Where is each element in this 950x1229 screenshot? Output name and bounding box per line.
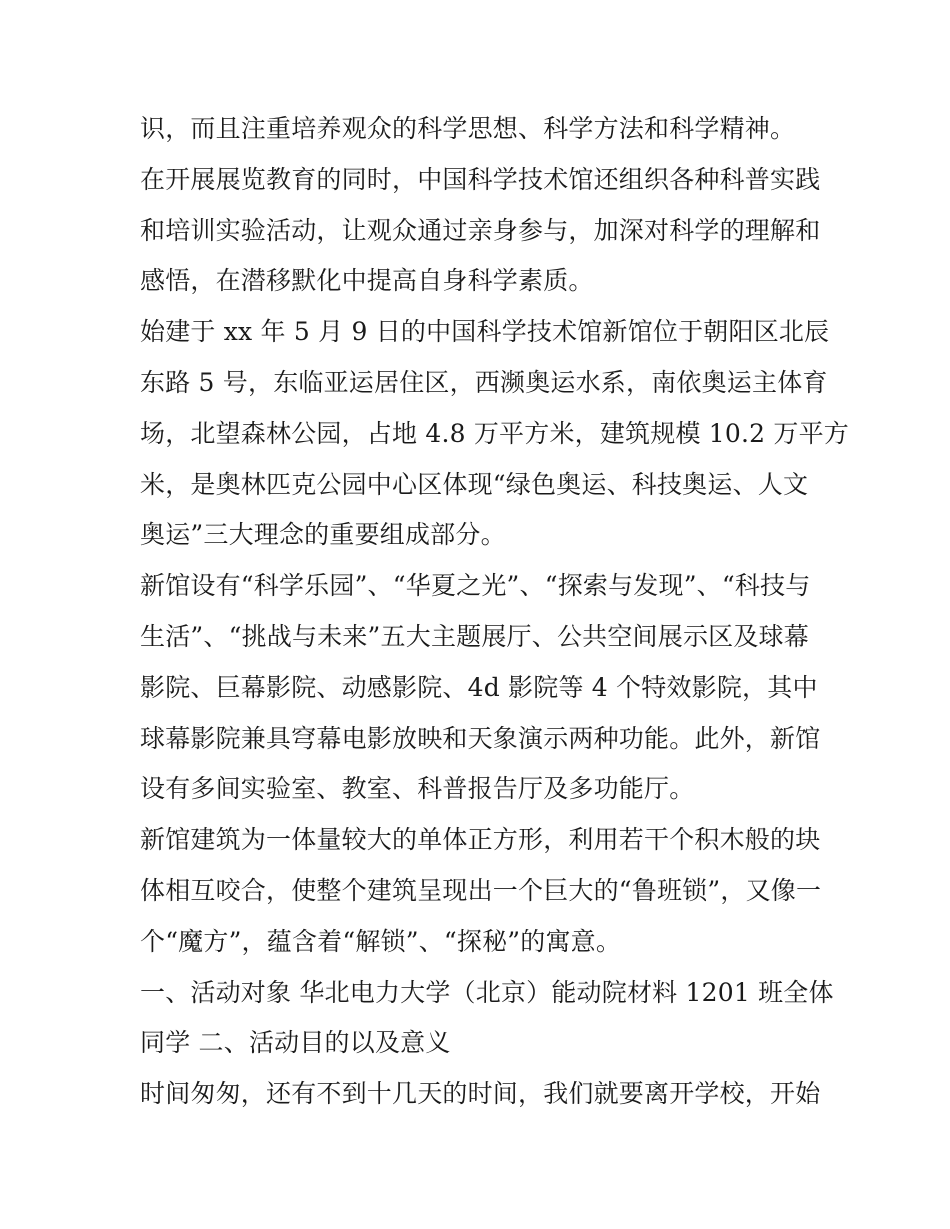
text-line: 在开展展览教育的同时，中国科学技术馆还组织各种科普实践	[140, 164, 821, 194]
text-line: 个“魔方”，蕴含着“解锁”、“探秘”的寓意。	[140, 926, 622, 956]
text-line: 感悟，在潜移默化中提高自身科学素质。	[140, 266, 594, 296]
text-line: 场，北望森林公园，占地 4.8 万平方米，建筑规模 10.2 万平方	[140, 418, 850, 448]
text-line: 一、活动对象 华北电力大学（北京）能动院材料 1201 班全体	[140, 977, 834, 1007]
text-line: 生活”、“挑战与未来”五大主题展厅、公共空间展示区及球幕	[140, 621, 809, 651]
text-line: 球幕影院兼具穹幕电影放映和天象演示两种功能。此外，新馆	[140, 723, 821, 753]
text-line: 体相互咬合，使整个建筑呈现出一个巨大的“鲁班锁”，又像一	[140, 875, 822, 905]
text-line: 时间匆匆，还有不到十几天的时间，我们就要离开学校，开始	[140, 1079, 821, 1109]
document-body	[140, 104, 850, 1120]
text-line: 米，是奥林匹克公园中心区体现“绿色奥运、科技奥运、人文	[140, 469, 809, 499]
text-line: 识，而且注重培养观众的科学思想、科学方法和科学精神。	[140, 114, 796, 143]
text-line: 影院、巨幕影院、动感影院、4d 影院等 4 个特效影院，其中	[140, 672, 818, 702]
text-line: 新馆设有“科学乐园”、“华夏之光”、“探索与发现”、“科技与	[140, 571, 811, 601]
text-line: 奥运”三大理念的重要组成部分。	[140, 520, 506, 550]
text-line: 新馆建筑为一体量较大的单体正方形，利用若干个积木般的块	[140, 825, 821, 855]
text-line: 设有多间实验室、教室、科普报告厅及多功能厅。	[140, 774, 695, 804]
text-line: 和培训实验活动，让观众通过亲身参与，加深对科学的理解和	[140, 215, 821, 245]
text-line: 始建于 xx 年 5 月 9 日的中国科学技术馆新馆位于朝阳区北辰	[140, 317, 830, 347]
text-line: 同学 二、活动目的以及意义	[140, 1028, 451, 1058]
text-line: 东路 5 号，东临亚运居住区，西濒奥运水系，南依奥运主体育	[140, 367, 828, 397]
